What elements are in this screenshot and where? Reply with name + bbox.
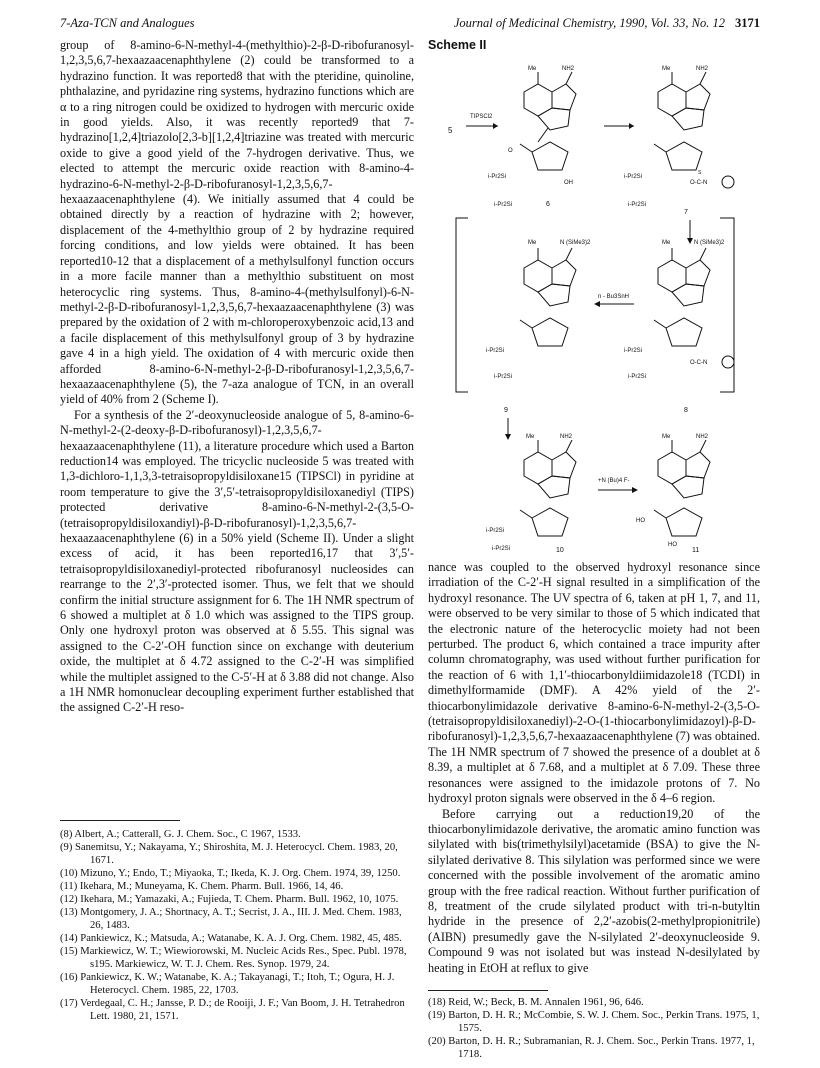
fluoride-reagent: +N (Bu)4 F- [598,478,630,484]
me-label: Me [528,66,537,72]
scheme-title: Scheme II [428,38,487,52]
me-label: Me [662,66,671,72]
silyl-label: i-Pr2Si [494,374,513,380]
footnote: (19) Barton, D. H. R.; McCombie, S. W. J. Chem. Soc., Perkin Trans. 1975, 1, 1575. [428,1010,760,1034]
footnote-rule [428,990,548,991]
thiocarbonyl-label: O-C-N [690,360,708,366]
silyl-label: i-Pr2Si [486,528,505,534]
compound-11-label: 11 [692,547,700,554]
paragraph-1: group of 8-amino-6-N-methyl-4-(methylthio)-2-β-D-ribofuranosyl-1,2,3,5,6,7-hexaazaacenaphthylene (2) could be transformed to a hydrazino function. It was reported8 that with the pteridine, quinoline, phthalazine, and pyridazine ring systems, hydrazino functions which are α to a ring nitrogen could be oxidized to hydrogen with mercuric oxide in good yields. Also, it was recently reported9 that 7-hydrazino[1,2,4]triazolo[2,3-b][1,2,4]triazine was treated with mercuric oxide to give a good yield of the 7-hydrogen derivative. Thus, we elected to attempt the mercuric oxide reaction with 8-amino-4-hydrazino-6-N-methyl-2-β-D-ribofuranosyl-1,2,3,5,6,7-hexaazaacenaphthylene (4). We initially assumed that 4 could be obtained directly by a reaction of hydrazine with 2; however, displacement of the 4-methylthio group of 2 by hydrazine required forcing conditions, and low yields were obtained. It has been reported10-12 that a displacement of a methylsulfonyl function occurs in a more facile manner than a methylthio substituent on most heterocyclic ring systems. Thus, 8-amino-4-(methylsulfonyl)-6-N-methyl-2-β-D-ribofuranosyl-1,2,3,5,6,7-hexaazaacenaphthylene (3) was prepared by the oxidation of 2 with m-chloroperoxybenzoic acid,13 and a facile displacement of this methylsulfonyl group of 3 by hydrazine gave 4 in a high yield. The oxidation of 4 with mercuric oxide then afforded 8-amino-6-N-methyl-2-β-D-ribofuranosyl-1,2,3,5,6,7-hexaazaacenaphthylene (5), the 7-aza analogue of TCN, in an overall yield of 40% from 2 (Scheme I). [60,38,414,407]
me-label: Me [526,434,535,440]
tipscl-reagent: TIPSCl2 [470,114,493,120]
right-column [428,560,760,976]
compound-7-label: 7 [684,209,688,216]
footnotes-left [60,828,414,1023]
journal-citation [454,16,760,31]
paragraph-3: nance was coupled to the observed hydroxyl resonance since irradiation of the C-2′-H signal resulted in a simplification of the hydroxyl resonance. The UV spectra of 6, taken at pH 1, 7, and 11, were observed to be very similar to those of 5 which indicated that the electronic nature of the heterocyclic moiety had not been perturbed. The product 6, which contained a trace impurity after column chromatography, was used without further purification for the reaction of 6 with 1,1′-thiocarbonyldiimidazole18 (TCDI) in dimethylformamide (DMF). A 42% yield of the 2′-thiocarbonylimidazole derivative 8-amino-6-N-methyl-2-(3,5-O-(tetraisopropyldisiloxanediyl)-2-O-(1-thiocarbonylimidazoyl)-β-D-ribofuranosyl)-1,2,3,5,6,7-hexaazaacenaphthylene (7) was obtained. The 1H NMR spectrum of 7 showed the presence of a doublet at δ 8.39, a multiplet at δ 7.68, and a multiplet at δ 7.09. These three resonances were assigned to the imidazole protons of 7. No hydroxyl proton signals were observed in the δ 4–6 region. [428,560,760,806]
footnote: (8) Albert, A.; Catterall, G. J. Chem. Soc., C 1967, 1533. [60,829,301,840]
thiocarbonyl-label: O-C-N [690,180,708,186]
silyl-label: i-Pr2Si [494,202,513,208]
silyl-label: i-Pr2Si [486,348,505,354]
nh2-label: NH2 [696,434,709,440]
s-label: S [698,170,702,176]
compound-10-label: 10 [556,547,564,554]
compound-6-label: 6 [546,201,550,208]
silyl-label: i-Pr2Si [628,202,647,208]
page-number: 3171 [735,16,760,30]
silyl-label: i-Pr2Si [628,374,647,380]
footnote: (13) Montgomery, J. A.; Shortnacy, A. T.; Secrist, J. A., III. J. Med. Chem. 1983, 26, 1483. [60,907,402,931]
ho-label: HO [668,542,677,548]
compound-5-label: 5 [448,126,453,135]
compound-8-label: 8 [684,407,688,414]
footnote: (16) Pankiewicz, K. W.; Watanabe, K. A.; Takayanagi, T.; Itoh, T.; Ogura, H. J. Heterocycl. Chem. 1985, 22, 1703. [60,972,395,996]
silylamino-label: N (SiMe3)2 [694,240,725,246]
paragraph-2: For a synthesis of the 2′-deoxynucleoside analogue of 5, 8-amino-6-N-methyl-2-(2-deoxy-β-D-ribofuranosyl)-1,2,3,5,6,7-hexaazaacenaphthylene (11), a literature procedure which used a Barton reduction14 was employed. The tricyclic nucleoside 5 was treated with 1,3-dichloro-1,1,3,3-tetraisopropyldisiloxane15 (TIPSCl) in pyridine at room temperature to give the 3′,5′-tetraisopropyldisiloxanediyl (TIPS) protected derivative 8-amino-6-N-methyl-2-(3,5-O-(tetraisopropyldisiloxandiyl)-β-D-ribofuranosyl)-1,2,3,5,6,7-hexaazaacenaphthylene (6) in a 50% yield (Scheme II). Under a slight excess of acid, it has been reported16,17 that 3′,5′-tetraisopropyldisiloxanediyl-protected ribofuranosyl nucleosides can rearrange to the 2′,3′-protected isomer. Thus, we felt that we should confirm the initial structure assignment for 6. The 1H NMR spectrum of 6 showed a multiplet at δ 1.0 which was assigned to the TIPS group. Only one hydroxyl proton was observed at δ 5.55. This signal was assigned to the C-2′-OH function since on exchange with deuterium oxide, the multiplet at δ 4.72 assigned to the C-2′-H was simplified while the multiplet assigned to the C-5′-H at δ 3.88 did not change. Also a 1H NMR homonuclear decoupling experiment further established that the assigned C-2′-H reso- [60,407,414,715]
footnote: (9) Sanemitsu, Y.; Nakayama, Y.; Shiroshita, M. J. Heterocycl. Chem. 1983, 20, 1671. [60,842,398,866]
silyl-label: i-Pr2Si [488,174,507,180]
me-label: Me [528,240,537,246]
footnote-rule [60,820,180,821]
footnotes-right [428,996,760,1061]
running-head: 7-Aza-TCN and Analogues [60,16,195,30]
paragraph-4: Before carrying out a reduction19,20 of the thiocarbonylimidazole derivative, the aromatic amino function was silylated with bis(trimethylsilyl)acetamide (BSA) to give the N-silylated derivative 8. This silylation was performed since we were concerned with the possible involvement of the aromatic amino group with the free radical reaction. Without further purification of 8, treatment of the crude silylated product with tri-n-butyltin hydride in the presence of 2,2′-azobis(2-methylpropionitrile) (AIBN) presumedly gave the N-silylated 2′-deoxynucleoside 9. Compound 9 was not isolated but was instead N-desilylated by heating in EtOH at reflux to give [428,806,760,975]
silylamino-label: N (SiMe3)2 [560,240,591,246]
journal-name: Journal of Medicinal Chemistry, 1990, Vol. 33, No. 12 [453,16,725,30]
footnote: (17) Verdegaal, C. H.; Jansse, P. D.; de Rooiji, J. F.; Van Boom, J. H. Tetrahedron Lett. 1980, 21, 1571. [60,998,405,1022]
left-column [60,38,414,716]
tin-hydride-reagent: n - Bu3SnH [598,294,630,300]
silyl-label: i-Pr2Si [624,348,643,354]
footnote: (15) Markiewicz, W. T.; Wiewiorowski, M. Nucleic Acids Res., Spec. Publ. 1978, s195. Markiewicz, W. T. J. Chem. Res. Synop. 1979, 24. [60,946,407,970]
oh-label: OH [564,180,573,186]
nh2-label: NH2 [562,66,575,72]
nh2-label: NH2 [696,66,709,72]
ho-label: HO [636,518,645,524]
silyl-label: i-Pr2Si [492,546,511,552]
scheme-ii-diagram [428,56,760,556]
footnote: (10) Mizuno, Y.; Endo, T.; Miyaoka, T.; Ikeda, K. J. Org. Chem. 1974, 39, 1250. [60,868,401,879]
me-label: Me [662,240,671,246]
footnote: (11) Ikehara, M.; Muneyama, K. Chem. Pharm. Bull. 1966, 14, 46. [60,881,344,892]
compound-9-label: 9 [504,407,508,414]
footnote: (18) Reid, W.; Beck, B. M. Annalen 1961, 96, 646. [428,997,644,1008]
footnote: (14) Pankiewicz, K.; Matsuda, A.; Watanabe, K. A. J. Org. Chem. 1982, 45, 485. [60,933,402,944]
silyl-label: i-Pr2Si [624,174,643,180]
o-label: O [508,148,513,154]
footnote: (20) Barton, D. H. R.; Subramanian, R. J. Chem. Soc., Perkin Trans. 1977, 1, 1718. [428,1036,755,1060]
footnote: (12) Ikehara, M.; Yamazaki, A.; Fujieda, T. Chem. Pharm. Bull. 1962, 10, 1075. [60,894,399,905]
nh2-label: NH2 [560,434,573,440]
me-label: Me [662,434,671,440]
